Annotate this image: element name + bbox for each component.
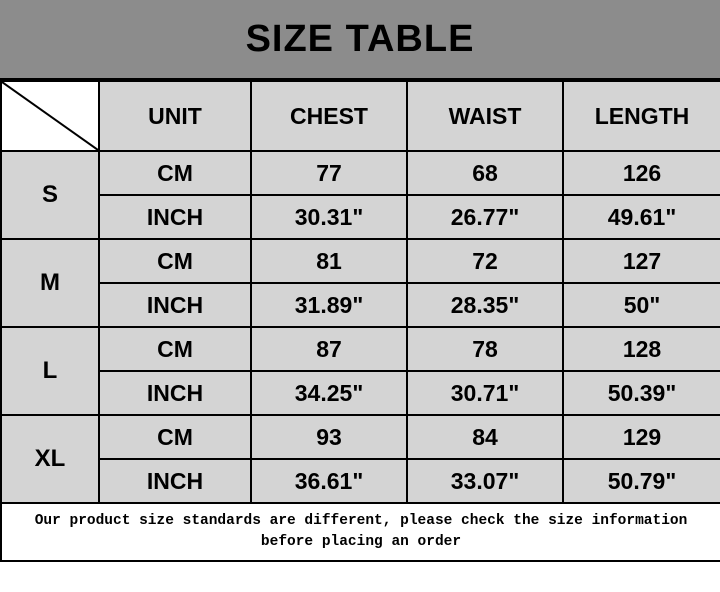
column-header-chest: CHEST: [251, 81, 407, 151]
value-waist-cm: 72: [407, 239, 563, 283]
table-row: [1, 195, 720, 239]
unit-label-cm: CM: [99, 151, 251, 195]
column-header-waist: WAIST: [407, 81, 563, 151]
unit-label-inch: INCH: [99, 459, 251, 503]
value-length-cm: 129: [563, 415, 720, 459]
title-bar: [0, 0, 720, 80]
unit-label-inch: INCH: [99, 195, 251, 239]
value-chest-cm: 93: [251, 415, 407, 459]
page-title: SIZE TABLE: [245, 17, 475, 60]
value-length-cm: 126: [563, 151, 720, 195]
note-cell: [1, 503, 720, 561]
unit-label-inch: INCH: [99, 283, 251, 327]
value-waist-cm: 84: [407, 415, 563, 459]
size-label-m: M: [1, 239, 99, 327]
value-length-inch: 50": [563, 283, 720, 327]
unit-label-inch: INCH: [99, 371, 251, 415]
diagonal-divider-icon: [2, 82, 98, 150]
value-waist-inch: 28.35": [407, 283, 563, 327]
column-header-unit: UNIT: [99, 81, 251, 151]
value-length-inch: 49.61": [563, 195, 720, 239]
table-row: [1, 371, 720, 415]
table-row: [1, 283, 720, 327]
value-waist-inch: 26.77": [407, 195, 563, 239]
size-label-l: L: [1, 327, 99, 415]
corner-cell: [1, 81, 99, 151]
value-chest-cm: 77: [251, 151, 407, 195]
column-header-length: LENGTH: [563, 81, 720, 151]
value-chest-inch: 34.25": [251, 371, 407, 415]
bottom-margin: [0, 562, 720, 592]
value-length-cm: 128: [563, 327, 720, 371]
value-length-inch: 50.39": [563, 371, 720, 415]
value-waist-cm: 78: [407, 327, 563, 371]
value-chest-cm: 81: [251, 239, 407, 283]
size-label-xl: XL: [1, 415, 99, 503]
value-waist-cm: 68: [407, 151, 563, 195]
table-row: [1, 459, 720, 503]
table-row: [1, 415, 720, 459]
size-table: [0, 80, 720, 562]
unit-label-cm: CM: [99, 415, 251, 459]
value-length-inch: 50.79": [563, 459, 720, 503]
size-label-s: S: [1, 151, 99, 239]
table-row: [1, 151, 720, 195]
value-waist-inch: 30.71": [407, 371, 563, 415]
unit-label-cm: CM: [99, 327, 251, 371]
value-chest-inch: 30.31": [251, 195, 407, 239]
note-line-1: Our product size standards are different, please check the size information: [34, 512, 688, 529]
value-chest-inch: 36.61": [251, 459, 407, 503]
value-length-cm: 127: [563, 239, 720, 283]
unit-label-cm: CM: [99, 239, 251, 283]
table-row: [1, 327, 720, 371]
value-waist-inch: 33.07": [407, 459, 563, 503]
table-row: [1, 239, 720, 283]
note-row: [1, 503, 720, 561]
table-header-row: [1, 81, 720, 151]
value-chest-cm: 87: [251, 327, 407, 371]
note-line-2: before placing an order: [260, 534, 462, 550]
value-chest-inch: 31.89": [251, 283, 407, 327]
